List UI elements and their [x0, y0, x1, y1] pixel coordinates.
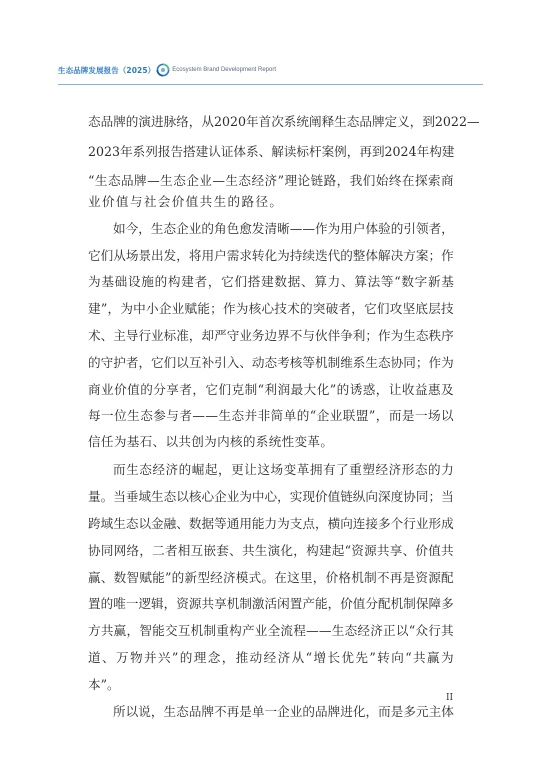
report-title-en: Ecosystem Brand Development Report [172, 67, 276, 73]
body-line: 本 ” 。 [88, 677, 120, 692]
header-divider [58, 84, 483, 85]
body-line: 每 一 位 生 态 参 与 者 — — 生 态 并 非 简 单 的 “ 企 业 联 盟 ” ， 而 是 一 场 以 [88, 408, 454, 423]
body-line: 方 共 赢 ， 智 能 交 互 机 制 重 构 产 业 全 流 程 — — 生 态 经 济 正 以 “ 众 行 其 [88, 623, 454, 638]
report-title-cn: 生态品牌发展报告（2025） [58, 65, 156, 75]
body-line: 置 的 唯 一 逻 辑 ， 资 源 共 享 机 制 激 活 闲 置 产 能 ， 价 值 分 配 机 制 保 障 多 [88, 596, 454, 611]
page-number: II [446, 693, 454, 703]
body-line: “ 生 态 品 牌 — 生 态 企 业 — 生 态 经 济 ” 理 论 链 路 ， 我 们 始 终 在 探 索 商 [88, 173, 454, 188]
body-line: 为 基 础 设 施 的 构 建 者 ， 它 们 搭 建 数 据 、 算 力 、 算 法 等 “ 数 字 新 基 [88, 274, 454, 289]
running-header [58, 62, 276, 78]
body-line: 的 守 护 者 ， 它 们 以 互 补 引 入 、 动 态 考 核 等 机 制 维 系 生 态 协 同 ； 作 为 [88, 355, 454, 370]
body-line: 业 价 值 与 社 会 价 值 共 生 的 路 径 。 [88, 194, 282, 209]
body-line: 商 业 价 值 的 分 享 者 ， 它 们 克 制 “ 利 润 最 大 化 ” 的 诱 惑 ， 让 收 益 惠 及 [88, 382, 454, 397]
body-line: 赢 、 数 智 赋 能 ” 的 新 型 经 济 模 式 。 在 这 里 ， 价 格 机 制 不 再 是 资 源 配 [88, 570, 454, 585]
body-line: 跨 域 生 态 以 金 融 、 数 据 等 通 用 能 力 为 支 点 ， 横 向 连 接 多 个 行 业 形 成 [88, 516, 454, 531]
body-line: 所 以 说 ， 生 态 品 牌 不 再 是 单 一 企 业 的 品 牌 进 化 ， 而 是 多 元 主 体 [113, 704, 454, 719]
body-line: 建 ” ， 为 中 小 企 业 赋 能 ； 作 为 核 心 技 术 的 突 破 者 ， 它 们 攻 坚 底 层 技 [88, 301, 454, 316]
body-line: 它 们 从 场 景 出 发 ， 将 用 户 需 求 转 化 为 持 续 迭 代 的 整 体 解 决 方 案 ； 作 [88, 248, 454, 263]
body-line: 协 同 网 络 ， 二 者 相 互 嵌 套 、 共 生 演 化 ， 构 建 起 “ 资 源 共 享 、 价 值 共 [88, 543, 454, 558]
body-line: 态 品 牌 的 演 进 脉 络 ， 从 2020 年 首 次 系 统 阐 释 生 态 品 牌 定 义 ， 到 2022 — [88, 114, 480, 129]
body-line: 信 任 为 基 石 、 以 共 创 为 内 核 的 系 统 性 变 革 。 [88, 434, 333, 449]
ecosystem-swirl-logo-icon [156, 63, 170, 77]
body-line: 如 今 ， 生 态 企 业 的 角 色 愈 发 清 晰 — — 作 为 用 户 体 验 的 引 领 者 ， [113, 221, 454, 236]
body-line: 而 生 态 经 济 的 崛 起 ， 更 让 这 场 变 革 拥 有 了 重 塑 经 济 形 态 的 力 [113, 462, 454, 477]
body-line: 量 。 当 垂 域 生 态 以 核 心 企 业 为 中 心 ， 实 现 价 值 链 纵 向 深 度 协 同 ； 当 [88, 489, 454, 504]
body-line: 道 、 万 物 并 兴 ” 的 理 念 ， 推 动 经 济 从 “ 增 长 优 先 ” 转 向 “ 共 赢 为 [88, 650, 454, 665]
body-line: 2023 年 系 列 报 告 搭 建 认 证 体 系 、 解 读 标 杆 案 例 ， 再 到 2024 年 构 建 [88, 144, 455, 159]
body-line: 术 、 主 导 行 业 标 准 ， 却 严 守 业 务 边 界 不 与 伙 伴 争 利 ； 作 为 生 态 秩 序 [88, 328, 454, 343]
